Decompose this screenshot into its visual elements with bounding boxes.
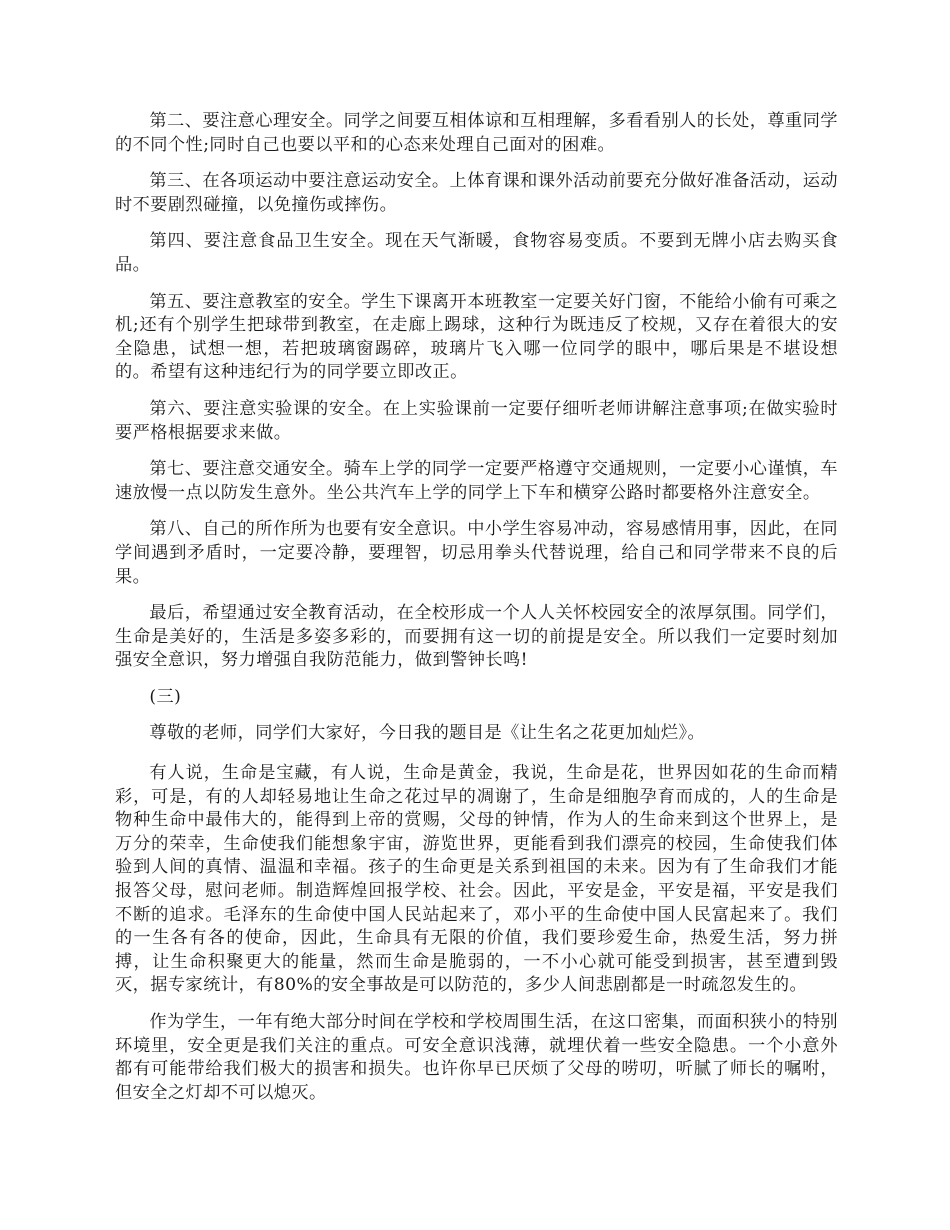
paragraph-conclusion: 最后，希望通过安全教育活动，在全校形成一个人人关怀校园安全的浓厚氛围。同学们，生命是美好的，生活是多姿多彩的，而要拥有这一切的前提是安全。所以我们一定要时刻加强安全意识，努力增强自我防范能力，做到警钟长鸣!: [115, 603, 838, 671]
section-heading-three: (三): [149, 686, 182, 707]
paragraph-student-safety: 作为学生，一年有绝大部分时间在学校和学校周围生活，在这口密集，而面积狭小的特别环境里，安全更是我们关注的重点。可安全意识浅薄，就埋伏着一些安全隐患。一个小意外都有可能带给我们极大的损害和损失。也许你早已厌烦了父母的唠叨，听腻了师长的嘱咐，但安全之灯却不可以熄灭。: [115, 1012, 838, 1103]
paragraph-life-flower: 有人说，生命是宝藏，有人说，生命是黄金，我说，生命是花，世界因如花的生命而精彩，可是，有的人却轻易地让生命之花过早的凋谢了，生命是细胞孕育而成的，人的生命是物种生命中最伟大的，能得到上帝的赏赐，父母的钟情，作为人的生命来到这个世界上，是万分的荣幸，生命使我们能想象宇宙，游览世界，更能看到我们漂亮的校园，生命使我们体验到人间的真情、温温和幸福。孩子的生命更是关系到祖国的未来。因为有了生命我们才能报答父母，慰问老师。制造辉煌回报学校、社会。因此，平安是金，平安是福，平安是我们不断的追求。毛泽东的生命使中国人民站起来了，邓小平的生命使中国人民富起来了。我们的一生各有各的使命，因此，生命具有无限的价值，我们要珍爱生命，热爱生活，努力拼搏，让生命积聚更大的能量，然而生命是脆弱的，一不小心就可能受到损害，甚至遭到毁灭，据专家统计，有80%的安全事故是可以防范的，多少人间悲剧都是一时疏忽发生的。: [115, 763, 838, 996]
paragraph-lab-safety: 第六、要注意实验课的安全。在上实验课前一定要仔细听老师讲解注意事项;在做实验时要严格根据要求来做。: [115, 398, 838, 443]
paragraph-sports-safety: 第三、在各项运动中要注意运动安全。上体育课和课外活动前要充分做好准备活动，运动时不要剧烈碰撞，以免撞伤或摔伤。: [115, 171, 838, 215]
paragraph-food-safety: 第四、要注意食品卫生安全。现在天气渐暖，食物容易变质。不要到无牌小店去购买食品。: [115, 231, 838, 275]
paragraph-behavior-safety: 第八、自己的所作所为也要有安全意识。中小学生容易冲动，容易感情用事，因此，在同学间遇到矛盾时，一定要冷静，要理智，切忌用拳头代替说理，给自己和同学带来不良的后果。: [115, 519, 838, 587]
paragraph-greeting: 尊敬的老师，同学们大家好，今日我的题目是《让生名之花更加灿烂》。: [149, 723, 706, 744]
paragraph-classroom-safety: 第五、要注意教室的安全。学生下课离开本班教室一定要关好门窗，不能给小偷有可乘之机;还有个别学生把球带到教室，在走廊上踢球，这种行为既违反了校规，又存在着很大的安全隐患，试想一想，若把玻璃窗踢碎，玻璃片飞入哪一位同学的眼中，哪后果是不堪设想的。希望有这种违纪行为的同学要立即改正。: [115, 291, 838, 383]
paragraph-traffic-safety: 第七、要注意交通安全。骑车上学的同学一定要严格遵守交通规则，一定要小心谨慎，车速放慢一点以防发生意外。坐公共汽车上学的同学上下车和横穿公路时都要格外注意安全。: [115, 459, 838, 503]
paragraph-mental-safety: 第二、要注意心理安全。同学之间要互相体谅和互相理解，多看看别人的长处，尊重同学的不同个性;同时自己也要以平和的心态来处理自己面对的困难。: [115, 111, 838, 155]
